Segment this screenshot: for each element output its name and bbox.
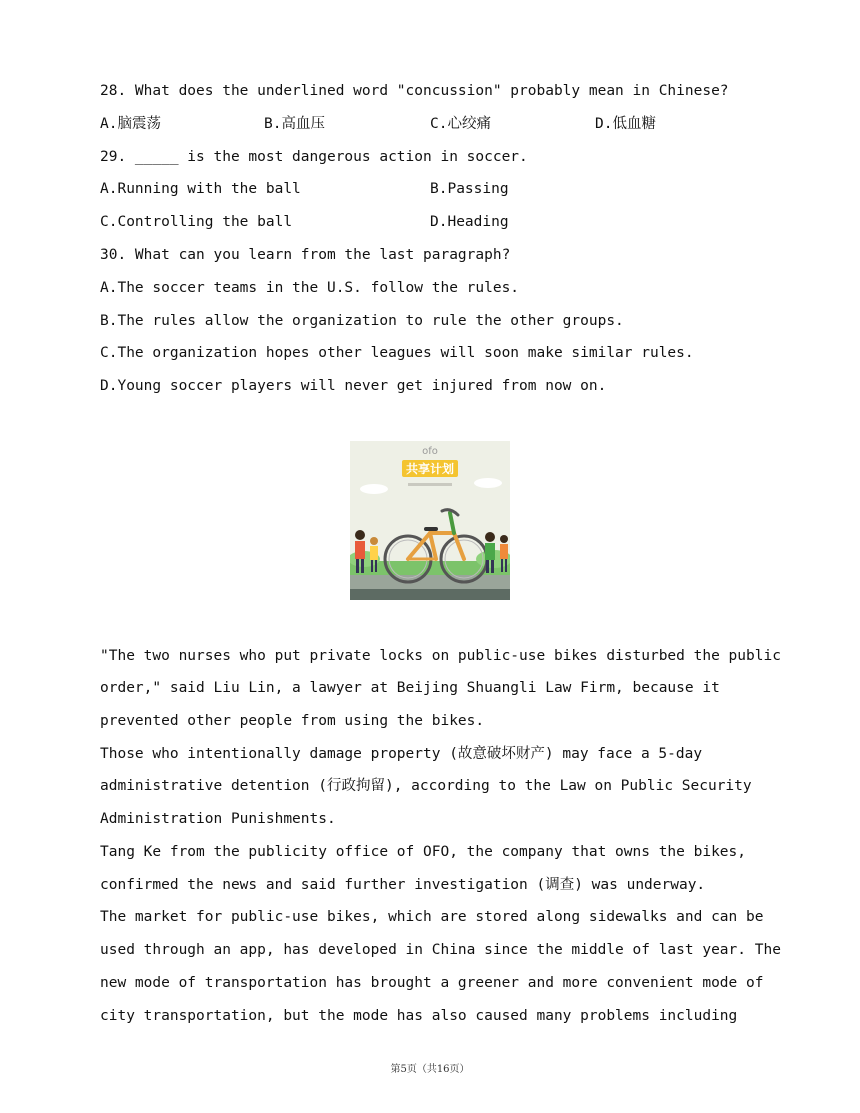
passage-line: city transportation, but the mode has also caused many problems including [100,1008,738,1024]
question-28-option-c: C.心绞痛 [430,116,491,132]
question-29-option-b: B.Passing [430,181,509,197]
question-29-option-c: C.Controlling the ball [100,214,293,230]
passage-line: administrative detention (行政拘留), according to the Law on Public Security [100,778,752,794]
passage-line: prevented other people from using the bikes. [100,713,485,729]
passage-line: Those who intentionally damage property (故意破坏财产) may face a 5-day [100,746,703,762]
page-number-footer: 第5页（共16页） [390,1064,470,1075]
question-28-option-a: A.脑震荡 [100,116,161,132]
passage-line: Administration Punishments. [100,811,336,827]
passage-line: The market for public-use bikes, which are stored along sidewalks and can be [100,909,764,925]
image-headline: 共享计划 [405,462,455,476]
passage-line: Tang Ke from the publicity office of OFO, the company that owns the bikes, [100,844,747,860]
question-30-option-c: C.The organization hopes other leagues will soon make similar rules. [100,345,694,361]
question-29-option-d: D.Heading [430,214,509,230]
question-28-option-b: B.高血压 [264,116,325,132]
question-30-option-b: B.The rules allow the organization to rule the other groups. [100,313,624,329]
question-29-option-a: A.Running with the ball [100,181,301,197]
question-30-option-a: A.The soccer teams in the U.S. follow the rules. [100,280,520,296]
passage-line: order," said Liu Lin, a lawyer at Beijing Shuangli Law Firm, because it [100,680,720,696]
question-30-stem: 30. What can you learn from the last paragraph? [100,247,511,263]
brand-logo: ofo [422,446,438,457]
question-28-stem: 28. What does the underlined word "concussion" probably mean in Chinese? [100,83,729,99]
question-29-stem: 29. _____ is the most dangerous action in soccer. [100,149,528,165]
passage-line: "The two nurses who put private locks on public-use bikes disturbed the public [100,648,781,664]
passage-line: new mode of transportation has brought a greener and more convenient mode of [100,975,764,991]
passage-line: used through an app, has developed in China since the middle of last year. The [100,942,781,958]
shared-bike-illustration [350,441,510,600]
passage-line: confirmed the news and said further investigation (调查) was underway. [100,877,706,893]
question-30-option-d: D.Young soccer players will never get injured from now on. [100,378,607,394]
question-28-option-d: D.低血糖 [595,116,656,132]
